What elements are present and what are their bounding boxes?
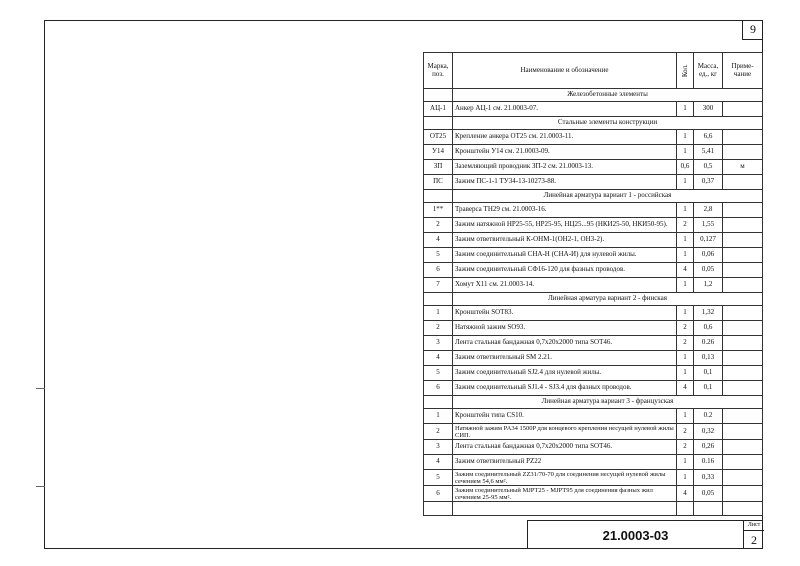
table-row [424, 440, 763, 455]
section-spacer [424, 190, 453, 203]
table-row [424, 366, 763, 381]
row-note [723, 218, 763, 233]
row-name: Натяжной зажим SO93. [453, 321, 677, 336]
row-name: Лента стальная бандажная 0,7x20x2000 типа SOT46. [453, 440, 677, 455]
table-row [424, 248, 763, 263]
row-qty: 1 [677, 102, 694, 117]
row-note [723, 440, 763, 455]
section-spacer [424, 89, 453, 102]
row-mark: 4 [424, 351, 453, 366]
row-note [723, 424, 763, 440]
row-note [723, 130, 763, 145]
row-qty: 1 [677, 175, 694, 190]
row-name: Зажим натяжной НР25-55, НР25-95, НЦ25...95 (НКИ25-50, НКИ50-95). [453, 218, 677, 233]
row-qty: 2 [677, 218, 694, 233]
row-name: Кронштейн SOT83. [453, 306, 677, 321]
header-qty-text: Кол. [680, 64, 689, 77]
row-mass: 0,1 [694, 381, 723, 396]
row-mark: 6 [424, 263, 453, 278]
row-name [453, 502, 677, 516]
table-row [424, 409, 763, 424]
row-note: м [723, 160, 763, 175]
table-row [424, 424, 763, 440]
row-qty [677, 502, 694, 516]
row-note [723, 409, 763, 424]
row-name: Крепление анкера ОТ25 см. 21.0003-11. [453, 130, 677, 145]
row-qty: 2 [677, 440, 694, 455]
binding-mark [36, 388, 45, 389]
row-qty: 1 [677, 203, 694, 218]
row-qty: 1 [677, 278, 694, 293]
table-row [424, 306, 763, 321]
row-mark: 5 [424, 248, 453, 263]
row-mark: 7 [424, 278, 453, 293]
row-mass: 0,26 [694, 440, 723, 455]
row-qty: 1 [677, 351, 694, 366]
row-mass: 0,06 [694, 248, 723, 263]
row-mass: 1,2 [694, 278, 723, 293]
section-row [424, 396, 763, 409]
row-name: Кронштейн типа CS10. [453, 409, 677, 424]
row-mark: 2 [424, 424, 453, 440]
row-mass: 0.26 [694, 336, 723, 351]
row-note [723, 336, 763, 351]
row-mass: 0,127 [694, 233, 723, 248]
table-row [424, 175, 763, 190]
row-note [723, 175, 763, 190]
section-spacer [424, 293, 453, 306]
row-qty: 4 [677, 486, 694, 502]
row-mark: 1 [424, 306, 453, 321]
row-name: Анкер АЦ-1 см. 21.0003-07. [453, 102, 677, 117]
row-name: Зажим соединительный СНА-Н (СНА-И) для нулевой жилы. [453, 248, 677, 263]
row-name: Зажим ответвительный SM 2.21. [453, 351, 677, 366]
row-mark: 3 [424, 336, 453, 351]
table-row [424, 336, 763, 351]
row-note [723, 102, 763, 117]
row-qty: 4 [677, 381, 694, 396]
table-row [424, 160, 763, 175]
row-note [723, 486, 763, 502]
row-mass: 5,41 [694, 145, 723, 160]
section-title: Железобетонные элементы [453, 89, 763, 102]
row-mark: 2 [424, 218, 453, 233]
row-note [723, 248, 763, 263]
row-mark: У14 [424, 145, 453, 160]
row-mark: 1 [424, 409, 453, 424]
row-note [723, 351, 763, 366]
section-spacer [424, 117, 453, 130]
row-mass: 6,6 [694, 130, 723, 145]
row-mass: 0,13 [694, 351, 723, 366]
binding-mark [36, 486, 45, 487]
row-name: Лента стальная бандажная 0,7x20x2000 типа SOT46. [453, 336, 677, 351]
row-qty: 4 [677, 263, 694, 278]
row-qty: 1 [677, 455, 694, 470]
row-mass [694, 502, 723, 516]
section-title: Линейная арматура вариант 2 - финская [453, 293, 763, 306]
table-row [424, 145, 763, 160]
row-mark: АЦ-1 [424, 102, 453, 117]
row-name: Кронштейн У14 см. 21.0003-09. [453, 145, 677, 160]
row-note [723, 263, 763, 278]
row-mark: 4 [424, 455, 453, 470]
document-code: 21.0003-03 [602, 528, 669, 543]
header-mass: Масса, ед., кг [694, 53, 723, 89]
table-row [424, 470, 763, 486]
section-spacer [424, 396, 453, 409]
row-qty: 1 [677, 306, 694, 321]
row-qty: 2 [677, 424, 694, 440]
table-header-row [424, 53, 763, 89]
row-qty: 2 [677, 321, 694, 336]
row-mass: 0,32 [694, 424, 723, 440]
row-note [723, 502, 763, 516]
section-title: Линейная арматура вариант 1 - российская [453, 190, 763, 203]
header-note: Приме-чание [723, 53, 763, 89]
row-mass: 0.16 [694, 455, 723, 470]
row-name: Хомут Х11 см. 21.0003-14. [453, 278, 677, 293]
table-row [424, 455, 763, 470]
table-row [424, 102, 763, 117]
table-row [424, 321, 763, 336]
table-row [424, 130, 763, 145]
table-row [424, 502, 763, 516]
row-mark: 5 [424, 470, 453, 486]
row-qty: 1 [677, 366, 694, 381]
row-note [723, 203, 763, 218]
row-note [723, 321, 763, 336]
row-mark: 6 [424, 381, 453, 396]
section-row [424, 190, 763, 203]
table-row [424, 351, 763, 366]
row-name: Натяжной зажим PA34 1500P для концевого крепления несущей нулевой жилы СИП. [453, 424, 677, 440]
table-row [424, 218, 763, 233]
frame-left-line [44, 20, 45, 549]
section-title: Линейная арматура вариант 3 - французская [453, 396, 763, 409]
row-mass: 0,05 [694, 486, 723, 502]
row-name: Зажим ответвительный К-ОНМ-1(ОН2-1, ОН3-2). [453, 233, 677, 248]
row-mark: ПС [424, 175, 453, 190]
sheet-cell [743, 521, 764, 549]
row-note [723, 306, 763, 321]
table-row [424, 278, 763, 293]
section-row [424, 89, 763, 102]
row-qty: 1 [677, 145, 694, 160]
row-mass: 1,32 [694, 306, 723, 321]
row-mass: 0,1 [694, 366, 723, 381]
row-qty: 1 [677, 130, 694, 145]
row-note [723, 455, 763, 470]
row-name: Зажим ПС-1-1 ТУ34-13-10273-88. [453, 175, 677, 190]
row-name: Зажим соединительный ZZ31/70-70 для соединения несущей нулевой жилы сечением 54,6 мм². [453, 470, 677, 486]
row-mark: 3 [424, 440, 453, 455]
table-row [424, 263, 763, 278]
row-mark: 5 [424, 366, 453, 381]
row-name: Зажим соединительный СФ16-120 для фазных проводов. [453, 263, 677, 278]
row-note [723, 278, 763, 293]
row-mass: 300 [694, 102, 723, 117]
sheet-label: Лист [744, 521, 764, 531]
row-mass: 1,55 [694, 218, 723, 233]
table-row [424, 486, 763, 502]
row-note [723, 381, 763, 396]
row-mark [424, 502, 453, 516]
row-mass: 0,33 [694, 470, 723, 486]
row-note [723, 233, 763, 248]
row-mass: 0,6 [694, 321, 723, 336]
row-qty: 1 [677, 248, 694, 263]
row-qty: 1 [677, 470, 694, 486]
row-mass: 0.2 [694, 409, 723, 424]
row-name: Зажим соединительный SJ2.4 для нулевой жилы. [453, 366, 677, 381]
sheet-number: 2 [751, 533, 757, 547]
row-qty: 2 [677, 336, 694, 351]
section-row [424, 293, 763, 306]
row-mass: 0,5 [694, 160, 723, 175]
row-mark: 6 [424, 486, 453, 502]
section-row [424, 117, 763, 130]
frame-top-line [44, 20, 763, 21]
row-name: Зажим соединительный SJ1.4 - SJ3.4 для фазных проводов. [453, 381, 677, 396]
table-row [424, 203, 763, 218]
row-qty: 1 [677, 233, 694, 248]
table-row [424, 233, 763, 248]
row-mark: ОТ25 [424, 130, 453, 145]
header-qty [677, 53, 694, 89]
row-mass: 0,37 [694, 175, 723, 190]
section-title: Стальные элементы конструкции [453, 117, 763, 130]
row-note [723, 145, 763, 160]
row-name: Заземляющий проводник ЗП-2 см. 21.0003-13. [453, 160, 677, 175]
table-row [424, 381, 763, 396]
row-note [723, 366, 763, 381]
title-block [527, 520, 763, 549]
row-name: Траверса ТН29 см. 21.0003-16. [453, 203, 677, 218]
row-mark: ЗП [424, 160, 453, 175]
row-mass: 0,05 [694, 263, 723, 278]
row-note [723, 470, 763, 486]
page-number-top: 9 [742, 20, 763, 40]
row-mark: 2 [424, 321, 453, 336]
row-mark: 4 [424, 233, 453, 248]
table-body [424, 89, 763, 516]
specification-table [423, 52, 763, 516]
row-name: Зажим ответвительный PZ22 [453, 455, 677, 470]
row-qty: 0,6 [677, 160, 694, 175]
row-name: Зажим соединительный MJPT25 - MJPT95 для соединения фазных жил сечением 25-95 мм². [453, 486, 677, 502]
row-mark: 1** [424, 203, 453, 218]
row-qty: 1 [677, 409, 694, 424]
header-mark: Марка, поз. [424, 53, 453, 89]
row-mass: 2,8 [694, 203, 723, 218]
header-name: Наименование и обозначение [453, 53, 677, 89]
